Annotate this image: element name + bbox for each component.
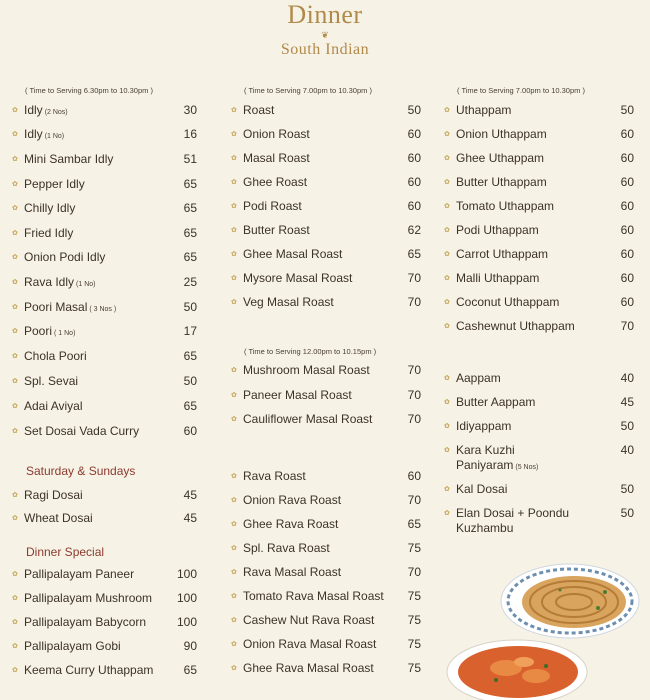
item-price: 25 <box>183 275 197 289</box>
item-name: Carrot Uthappam <box>456 247 549 261</box>
item-price: 70 <box>407 363 421 377</box>
item-name: Coconut Uthappam <box>456 295 560 309</box>
menu-item <box>12 399 197 419</box>
bullet-icon: ✿ <box>12 107 18 114</box>
menu-item <box>444 443 634 475</box>
item-name: Ghee Rava Roast <box>243 517 339 531</box>
menu-item <box>12 324 197 344</box>
item-name: Butter Roast <box>243 223 310 237</box>
menu-item <box>12 103 197 123</box>
bullet-icon: ✿ <box>444 155 450 162</box>
item-price: 70 <box>407 388 421 402</box>
item-price: 65 <box>407 517 421 531</box>
item-price: 50 <box>183 300 197 314</box>
menu-item <box>444 247 634 267</box>
item-name: Onion Roast <box>243 127 310 141</box>
bullet-icon: ✿ <box>231 569 237 576</box>
menu-item <box>231 613 421 633</box>
menu-item <box>231 469 421 489</box>
item-price: 40 <box>620 443 634 457</box>
item-price: 60 <box>620 199 634 213</box>
item-name: Ragi Dosai <box>24 488 83 502</box>
item-price: 90 <box>183 639 197 653</box>
bullet-icon: ✿ <box>231 299 237 306</box>
item-price: 75 <box>407 541 421 555</box>
serving-time-note: ( Time to Serving 7.00pm to 10.30pm ) <box>244 86 372 95</box>
menu-item <box>231 412 421 432</box>
item-name: Onion Podi Idly <box>24 250 106 264</box>
item-name: Tomato Rava Masal Roast <box>243 589 384 603</box>
bullet-icon: ✿ <box>231 131 237 138</box>
item-price: 30 <box>183 103 197 117</box>
item-name: Ghee Rava Masal Roast <box>243 661 374 675</box>
menu-item <box>444 103 634 123</box>
item-price: 60 <box>620 127 634 141</box>
item-name: Pallipalayam Mushroom <box>24 591 153 605</box>
item-name: Butter Aappam <box>456 395 536 409</box>
item-price: 70 <box>407 412 421 426</box>
bullet-icon: ✿ <box>231 545 237 552</box>
menu-item <box>231 363 421 383</box>
item-price: 65 <box>183 399 197 413</box>
item-price: 70 <box>620 319 634 333</box>
menu-item <box>444 419 634 439</box>
parotta-plate-image <box>500 562 640 640</box>
item-name: Onion Rava Masal Roast <box>243 637 377 651</box>
menu-item <box>231 103 421 123</box>
bullet-icon: ✿ <box>444 447 450 454</box>
item-name: Pallipalayam Paneer <box>24 567 135 581</box>
bullet-icon: ✿ <box>231 665 237 672</box>
bullet-icon: ✿ <box>231 251 237 258</box>
item-name: Idly <box>24 127 43 141</box>
item-name: Idiyappam <box>456 419 512 433</box>
menu-item <box>444 371 634 391</box>
item-name: Mushroom Masal Roast <box>243 363 370 377</box>
item-price: 60 <box>620 295 634 309</box>
bullet-icon: ✿ <box>444 131 450 138</box>
bullet-icon: ✿ <box>444 486 450 493</box>
item-price: 60 <box>407 175 421 189</box>
bullet-icon: ✿ <box>444 399 450 406</box>
serving-time-note: ( Time to Serving 6.30pm to 10.30pm ) <box>25 86 153 95</box>
serving-time-note: ( Time to Serving 12.00pm to 10.15pm ) <box>244 347 377 356</box>
bullet-icon: ✿ <box>231 367 237 374</box>
bullet-icon: ✿ <box>12 353 18 360</box>
bullet-icon: ✿ <box>231 275 237 282</box>
menu-item <box>12 615 197 635</box>
item-name: Ghee Roast <box>243 175 308 189</box>
item-price: 65 <box>183 349 197 363</box>
menu-item <box>231 541 421 561</box>
item-price: 60 <box>620 271 634 285</box>
bullet-icon: ✿ <box>231 227 237 234</box>
item-name: Rava Masal Roast <box>243 565 342 579</box>
menu-item <box>231 247 421 267</box>
menu-item <box>231 295 421 315</box>
menu-item <box>444 271 634 291</box>
item-name: Pepper Idly <box>24 177 85 191</box>
item-price: 50 <box>620 482 634 496</box>
item-name: Mini Sambar Idly <box>24 152 114 166</box>
menu-item <box>12 226 197 246</box>
menu-item <box>12 567 197 587</box>
page-title: Dinner <box>287 0 363 29</box>
item-name: Adai Aviyal <box>24 399 83 413</box>
item-name: Kal Dosai <box>456 482 508 496</box>
item-price: 17 <box>183 324 197 338</box>
bullet-icon: ✿ <box>12 328 18 335</box>
menu-item <box>231 661 421 681</box>
item-price: 50 <box>183 374 197 388</box>
page-subtitle: South Indian <box>280 41 370 58</box>
bullet-icon: ✿ <box>231 521 237 528</box>
menu-item <box>444 151 634 171</box>
item-name: Aappam <box>456 371 501 385</box>
item-name: Tomato Uthappam <box>456 199 555 213</box>
menu-item <box>12 177 197 197</box>
menu-item <box>231 589 421 609</box>
item-name: Cauliflower Masal Roast <box>243 412 373 426</box>
item-price: 75 <box>407 661 421 675</box>
item-name: Onion Rava Roast <box>243 493 342 507</box>
item-note: (1 No) <box>44 133 65 140</box>
item-price: 16 <box>183 127 197 141</box>
item-price: 70 <box>407 271 421 285</box>
item-price: 100 <box>176 615 197 629</box>
menu-item <box>12 488 197 508</box>
menu-item <box>12 374 197 394</box>
item-name: Chilly Idly <box>24 201 76 215</box>
bullet-icon: ✿ <box>231 107 237 114</box>
bullet-icon: ✿ <box>444 107 450 114</box>
item-name: Pallipalayam Babycorn <box>24 615 147 629</box>
bullet-icon: ✿ <box>444 299 450 306</box>
item-name: Poori Masal <box>24 300 88 314</box>
item-name: Elan Dosai + Poondu Kuzhambu <box>456 506 570 535</box>
bullet-icon: ✿ <box>444 510 450 517</box>
bullet-icon: ✿ <box>231 179 237 186</box>
bullet-icon: ✿ <box>231 155 237 162</box>
bullet-icon: ✿ <box>12 403 18 410</box>
bullet-icon: ✿ <box>12 205 18 212</box>
bullet-icon: ✿ <box>12 619 18 626</box>
bullet-icon: ✿ <box>12 304 18 311</box>
item-name: Malli Uthappam <box>456 271 540 285</box>
item-price: 60 <box>620 247 634 261</box>
item-name: Paneer Masal Roast <box>243 388 352 402</box>
item-price: 60 <box>620 223 634 237</box>
menu-item <box>444 319 634 339</box>
item-price: 62 <box>407 223 421 237</box>
item-name: Idly <box>24 103 43 117</box>
bullet-icon: ✿ <box>444 203 450 210</box>
menu-item <box>444 199 634 219</box>
item-price: 60 <box>407 127 421 141</box>
item-price: 60 <box>183 424 197 438</box>
menu-item <box>444 506 634 538</box>
bullet-icon: ✿ <box>231 392 237 399</box>
bullet-icon: ✿ <box>231 593 237 600</box>
item-name: Ghee Masal Roast <box>243 247 343 261</box>
item-price: 60 <box>620 175 634 189</box>
bullet-icon: ✿ <box>444 375 450 382</box>
menu-item <box>12 152 197 172</box>
item-price: 60 <box>407 199 421 213</box>
bullet-icon: ✿ <box>444 251 450 258</box>
item-name: Uthappam <box>456 103 512 117</box>
item-price: 40 <box>620 371 634 385</box>
menu-item <box>444 127 634 147</box>
menu-item <box>231 199 421 219</box>
bullet-icon: ✿ <box>444 275 450 282</box>
item-price: 70 <box>407 493 421 507</box>
bullet-icon: ✿ <box>12 230 18 237</box>
item-price: 45 <box>183 511 197 525</box>
bullet-icon: ✿ <box>444 179 450 186</box>
menu-item <box>12 591 197 611</box>
menu-item <box>12 300 197 320</box>
item-price: 60 <box>407 151 421 165</box>
item-name: Mysore Masal Roast <box>243 271 353 285</box>
item-price: 65 <box>183 250 197 264</box>
menu-item <box>231 565 421 585</box>
menu-item <box>444 295 634 315</box>
bullet-icon: ✿ <box>231 203 237 210</box>
menu-item <box>231 388 421 408</box>
bullet-icon: ✿ <box>231 497 237 504</box>
menu-item <box>231 151 421 171</box>
menu-item <box>12 511 197 531</box>
serving-time-note: ( Time to Serving 7.00pm to 10.30pm ) <box>457 86 585 95</box>
bullet-icon: ✿ <box>12 492 18 499</box>
item-name: Onion Uthappam <box>456 127 547 141</box>
menu-item <box>231 637 421 657</box>
item-price: 75 <box>407 589 421 603</box>
item-note: (2 Nos) <box>44 109 68 116</box>
ornament-icon: ❦ <box>321 30 329 40</box>
item-name: Cashew Nut Rava Roast <box>243 613 375 627</box>
bullet-icon: ✿ <box>12 181 18 188</box>
item-name: Kara Kuzhi Paniyaram <box>456 443 515 472</box>
menu-item <box>12 663 197 683</box>
item-price: 65 <box>183 226 197 240</box>
item-price: 51 <box>183 152 197 166</box>
item-price: 50 <box>620 103 634 117</box>
menu-item <box>444 175 634 195</box>
menu-item <box>444 223 634 243</box>
item-note: ( 1 No) <box>54 330 76 337</box>
bullet-icon: ✿ <box>12 643 18 650</box>
bullet-icon: ✿ <box>12 131 18 138</box>
item-price: 45 <box>620 395 634 409</box>
menu-item <box>231 493 421 513</box>
item-name: Masal Roast <box>243 151 310 165</box>
item-name: Poori <box>24 324 53 338</box>
bullet-icon: ✿ <box>12 571 18 578</box>
item-name: Podi Uthappam <box>456 223 539 237</box>
menu-item <box>12 275 197 295</box>
item-price: 50 <box>620 419 634 433</box>
menu-item <box>12 127 197 147</box>
bullet-icon: ✿ <box>12 378 18 385</box>
item-price: 75 <box>407 613 421 627</box>
bullet-icon: ✿ <box>12 515 18 522</box>
item-name: Cashewnut Uthappam <box>456 319 575 333</box>
section-heading-weekend: Saturday & Sundays <box>26 464 136 478</box>
menu-item <box>231 175 421 195</box>
item-name: Set Dosai Vada Curry <box>24 424 140 438</box>
item-price: 50 <box>407 103 421 117</box>
item-price: 60 <box>620 151 634 165</box>
item-name: Butter Uthappam <box>456 175 547 189</box>
item-price: 70 <box>407 295 421 309</box>
menu-item <box>231 223 421 243</box>
item-price: 65 <box>183 177 197 191</box>
item-price: 100 <box>176 591 197 605</box>
bullet-icon: ✿ <box>231 473 237 480</box>
bullet-icon: ✿ <box>444 423 450 430</box>
item-name: Rava Roast <box>243 469 306 483</box>
bullet-icon: ✿ <box>444 227 450 234</box>
menu-item <box>231 127 421 147</box>
bullet-icon: ✿ <box>12 667 18 674</box>
item-name: Podi Roast <box>243 199 302 213</box>
bullet-icon: ✿ <box>444 323 450 330</box>
menu-item <box>12 201 197 221</box>
item-name: Veg Masal Roast <box>243 295 334 309</box>
menu-item <box>444 395 634 415</box>
item-name: Chola Poori <box>24 349 87 363</box>
item-price: 65 <box>183 201 197 215</box>
item-note: (5 Nos) <box>515 464 539 471</box>
section-heading-special: Dinner Special <box>26 545 105 559</box>
menu-item <box>12 424 197 444</box>
bullet-icon: ✿ <box>231 617 237 624</box>
item-name: Spl. Sevai <box>24 374 79 388</box>
menu-item <box>231 517 421 537</box>
item-price: 100 <box>176 567 197 581</box>
item-name: Roast <box>243 103 275 117</box>
item-price: 45 <box>183 488 197 502</box>
bullet-icon: ✿ <box>12 595 18 602</box>
item-note: ( 3 Nos ) <box>89 306 117 313</box>
menu-item <box>444 482 634 502</box>
item-name: Rava Idly <box>24 275 75 289</box>
bullet-icon: ✿ <box>12 428 18 435</box>
bullet-icon: ✿ <box>12 156 18 163</box>
item-name: Spl. Rava Roast <box>243 541 330 555</box>
item-price: 65 <box>183 663 197 677</box>
item-name: Ghee Uthappam <box>456 151 545 165</box>
item-name: Keema Curry Uthappam <box>24 663 154 677</box>
item-price: 65 <box>407 247 421 261</box>
item-price: 60 <box>407 469 421 483</box>
menu-item <box>12 639 197 659</box>
item-price: 75 <box>407 637 421 651</box>
bullet-icon: ✿ <box>12 254 18 261</box>
menu-item <box>12 250 197 270</box>
item-note: (1 No) <box>76 281 96 288</box>
item-price: 50 <box>620 506 634 520</box>
item-name: Wheat Dosai <box>24 511 93 525</box>
curry-bowl-image <box>446 636 588 700</box>
item-name: Pallipalayam Gobi <box>24 639 121 653</box>
bullet-icon: ✿ <box>231 641 237 648</box>
bullet-icon: ✿ <box>231 416 237 423</box>
bullet-icon: ✿ <box>12 279 18 286</box>
menu-item <box>12 349 197 369</box>
item-price: 70 <box>407 565 421 579</box>
item-name: Fried Idly <box>24 226 74 240</box>
menu-item <box>231 271 421 291</box>
